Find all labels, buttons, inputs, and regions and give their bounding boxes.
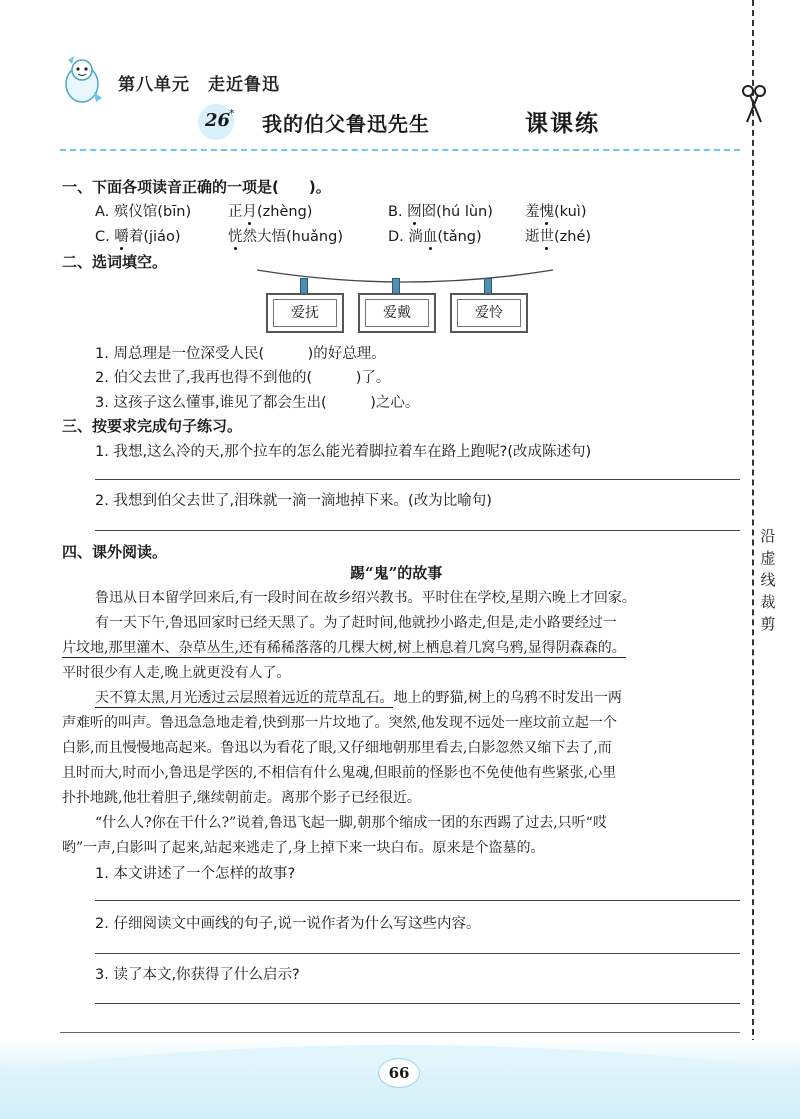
fill-question-2: 2. 伯父去世了,我再也得不到他的( )了。 [95, 370, 391, 386]
practice-title: 课课练 [525, 111, 600, 137]
passage-line: 且时而大,时而小,鲁迅是学医的,不相信有什么鬼魂,但眼前的怪影也不免使他有些紧张,心里 [62, 765, 617, 781]
option-b-2: 羞愧(kuì) [525, 204, 587, 220]
option-c-2: 恍然大悟(huǎng) [228, 229, 343, 245]
cut-char: 线 [760, 571, 776, 589]
cut-char: 沿 [760, 527, 776, 545]
passage-line: 鲁迅从日本留学回来后,有一段时间在故乡绍兴教书。平时住在学校,星期六晚上才回家。 [95, 590, 636, 606]
word-card-label: 爱怜 [457, 299, 521, 327]
reading-question-3: 3. 读了本文,你获得了什么启示? [95, 967, 300, 983]
word-card-label: 爱抚 [273, 299, 337, 327]
option-c-1: C. 嚼着(jiáo) [95, 229, 181, 245]
card-clip [484, 278, 492, 294]
option-d-2: 逝世(zhé) [525, 229, 592, 245]
answer-line[interactable] [95, 953, 740, 954]
passage-line: 扑扑地跳,他壮着胆子,继续朝前走。离那个影子已经很近。 [62, 790, 421, 806]
fill-question-1: 1. 周总理是一位深受人民( )的好总理。 [95, 346, 386, 362]
word-card [266, 293, 344, 333]
passage-line-underlined: 片坟地,那里灌木、杂草丛生,还有稀稀落落的几棵大树,树上栖息着几窝乌鸦,显得阴森森的。 [62, 640, 626, 656]
passage-line-underlined: 天不算太黑,月光透过云层照着远近的荒草乱石。地上的野猫,树上的乌鸦不时发出一两 [95, 690, 622, 706]
reading-question-1: 1. 本文讲述了一个怎样的故事? [95, 866, 296, 882]
option-a-1: A. 殡仪馆(bīn) [95, 204, 192, 220]
cut-char: 剪 [760, 615, 776, 633]
option-d-1: D. 淌血(tǎng) [388, 229, 482, 245]
cut-char: 裁 [760, 593, 776, 611]
section-4-title: 四、课外阅读。 [62, 543, 168, 561]
lesson-number: 26 [205, 110, 231, 131]
cut-line [752, 0, 754, 1065]
passage-line: 白影,而且慢慢地高起来。鲁迅以为看花了眼,又仔细地朝那里看去,白影忽然又缩下去了,而 [62, 740, 612, 756]
page-number: 66 [388, 1064, 410, 1082]
cut-instruction [757, 525, 779, 635]
card-clip [300, 278, 308, 294]
passage-line: 哟”一声,白影叫了起来,站起来逃走了,身上掉下来一块白布。原来是个盗墓的。 [62, 840, 545, 856]
option-b-1: B. 囫囵(hú lùn) [388, 204, 493, 220]
sentence-question-1: 1. 我想,这么冷的天,那个拉车的怎么能光着脚拉着车在路上跑呢?(改成陈述句) [95, 444, 592, 460]
header-divider [60, 149, 740, 151]
word-card-label: 爱戴 [365, 299, 429, 327]
mascot-icon [58, 52, 106, 106]
sentence-question-2: 2. 我想到伯父去世了,泪珠就一滴一滴地掉下来。(改为比喻句) [95, 493, 492, 509]
fill-question-3: 3. 这孩子这么懂事,谁见了都会生出( )之心。 [95, 395, 420, 411]
story-title: 踢“鬼”的故事 [350, 564, 443, 582]
passage-line: “什么人?你在干什么?”说着,鲁迅飞起一脚,朝那个缩成一团的东西踢了过去,只听“哎 [95, 815, 607, 831]
unit-title: 第八单元 走近鲁迅 [118, 75, 280, 95]
answer-line[interactable] [95, 900, 740, 901]
cut-char: 虚 [760, 549, 776, 567]
answer-line[interactable] [95, 1003, 740, 1004]
card-clip [392, 278, 400, 294]
section-2-title: 二、选词填空。 [62, 253, 168, 271]
reading-question-2: 2. 仔细阅读文中画线的句子,说一说作者为什么写这些内容。 [95, 916, 481, 932]
answer-line[interactable] [95, 530, 740, 531]
section-1-title: 一、下面各项读音正确的一项是( )。 [62, 178, 331, 196]
answer-line[interactable] [95, 479, 740, 480]
word-card [358, 293, 436, 333]
passage-line: 声难听的叫声。鲁迅急急地走着,快到那一片坟地了。突然,他发现不远处一座坟前立起一个 [62, 715, 617, 731]
option-a-2: 正月(zhèng) [228, 204, 313, 220]
scissors-icon [740, 84, 768, 124]
lesson-title: 我的伯父鲁迅先生 [262, 112, 430, 136]
passage-line: 平时很少有人走,晚上就更没有人了。 [62, 665, 291, 681]
lesson-star: * [229, 107, 235, 120]
passage-line: 有一天下午,鲁迅回家时已经天黑了。为了赶时间,他就抄小路走,但是,走小路要经过一 [95, 615, 617, 631]
section-3-title: 三、按要求完成句子练习。 [62, 417, 243, 435]
word-card [450, 293, 528, 333]
